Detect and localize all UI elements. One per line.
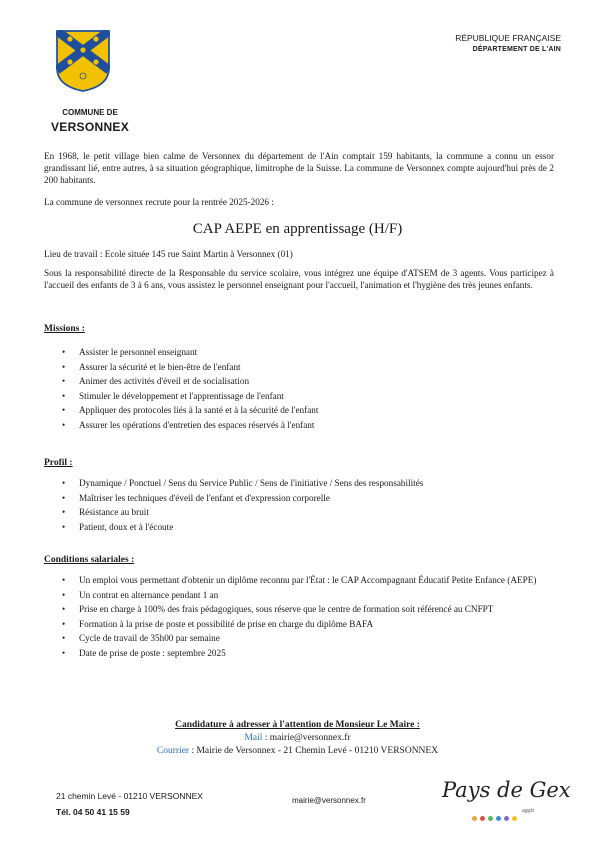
missions-heading: Missions : [44,324,85,334]
missions-list [62,346,556,434]
mail-address[interactable]: : mairie@versonnex.fr [262,733,351,743]
profil-heading: Profil : [44,458,73,468]
pays-de-gex-logo-dots [472,808,520,826]
pays-de-gex-logo-subtitle: agglo [522,808,535,814]
list-item: • Dynamique / Ponctuel / Sens du Service Public / Sens de l'initiative / Sens des responsabilités [62,477,556,489]
logo-dot [496,816,501,821]
postal-address: : Mairie de Versonnex - 21 Chemin Levé - 01210 VERSONNEX [189,746,439,756]
recruitment-line: La commune de versonnex recrute pour la rentrée 2025-2026 : [44,197,274,207]
list-item: • Appliquer des protocoles liés à la santé et à la sécurité de l'enfant [62,404,556,416]
intro-paragraph: En 1968, le petit village bien calme de Versonnex du département de l'Ain comptait 159 habitants, la commune a connu un essor grandissant lié, entre autres, à sa situation géographique, limitrophe de la Suisse. La commune de Versonnex compte aujourd'hui près de 2 200 habitants. [44,151,554,185]
logo-dot [480,816,485,821]
conditions-heading: Conditions salariales : [44,555,135,565]
commune-label: COMMUNE DE [62,108,118,117]
list-item: • Assurer les opérations d'entretien des espaces réservés à l'enfant [62,419,556,431]
logo-dot [512,816,517,821]
footer-address: 21 chemin Levé - 01210 VERSONNEX [56,791,203,801]
workplace-line: Lieu de travail : Ecole située 145 rue Saint Martin à Versonnex (01) [44,249,293,259]
departement-label: DÉPARTEMENT DE L'AIN [472,46,561,53]
list-item: • Assister le personnel enseignant [62,346,556,358]
list-item: • Formation à la prise de poste et possibilité de prise en charge du diplôme BAFA [62,618,556,630]
republique-francaise-label: RÉPUBLIQUE FRANÇAISE [455,33,561,43]
commune-name: VERSONNEX [50,120,130,134]
mail-label: Mail [244,733,263,743]
list-item: • Date de prise de poste : septembre 2025 [62,647,556,659]
footer-email[interactable]: mairie@versonnex.fr [292,796,366,805]
contact-mail-line [0,733,595,743]
courrier-label: Courrier [156,746,190,756]
list-item: • Stimuler le développement et l'apprentissage de l'enfant [62,390,556,402]
logo-dot [504,816,509,821]
candidature-heading: Candidature à adresser à l'attention de Monsieur Le Maire : [175,720,420,730]
list-item: • Un emploi vous permettant d'obtenir un diplôme reconnu par l'État : le CAP Accompagnant Éducatif Petite Enfance (AEPE) [62,574,556,586]
list-item: • Cycle de travail de 35h00 par semaine [62,632,556,644]
list-item: • Un contrat en alternance pendant 1 an [62,589,556,601]
footer-phone: Tél. 04 50 41 15 59 [56,807,130,817]
conditions-list [62,574,556,662]
logo-dot [488,816,493,821]
profil-list [62,477,556,535]
list-item: • Patient, doux et à l'écoute [62,521,556,533]
contact-courrier-line [0,746,595,756]
list-item: • Assurer la sécurité et le bien-être de l'enfant [62,361,556,373]
pays-de-gex-logo: Pays de Gex [442,778,571,802]
responsibility-paragraph: Sous la responsabilité directe de la Responsable du service scolaire, vous intégrez une équipe d'ATSEM de 3 agents. Vous participez à l'accueil des enfants de 3 à 6 ans, vous assistez le personnel enseignant pour l'accueil, l'animation et l'hygiène des très jeunes enfants. [44,268,554,290]
list-item: • Animer des activités d'éveil et de socialisation [62,375,556,387]
versonnex-coat-of-arms-icon [56,30,110,92]
list-item: • Prise en charge à 100% des frais pédagogiques, sous réserve que le centre de formation soit référencé au CNFPT [62,603,556,615]
list-item: • Résistance au bruit [62,506,556,518]
list-item: • Maîtriser les techniques d'éveil de l'enfant et d'expression corporelle [62,492,556,504]
logo-dot [472,816,477,821]
job-title: CAP AEPE en apprentissage (H/F) [192,221,403,237]
